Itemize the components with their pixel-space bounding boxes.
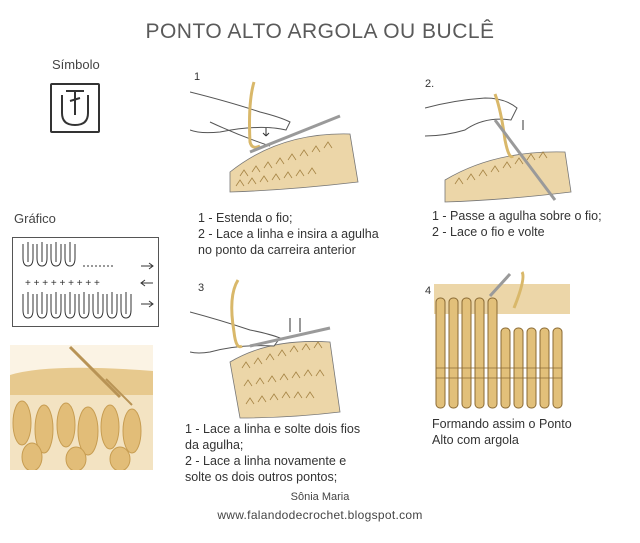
step-4-number: 4 xyxy=(425,285,432,297)
hand-crochet-step-3-icon xyxy=(190,272,350,420)
step-3-caption: 1 - Lace a linha e solte dois fios da agulha; 2 - Lace a linha novamente e solte os dois outros pontos; xyxy=(185,422,361,484)
step-3-illustration xyxy=(190,272,350,420)
step-2-caption: 1 - Passe a agulha sobre o fio; 2 - Lace o fio e volte xyxy=(432,209,602,239)
credit-url[interactable]: www.falandodecrochet.blogspot.com xyxy=(217,508,423,522)
step-1-number: 1 xyxy=(194,71,201,83)
step-2-illustration xyxy=(425,80,575,205)
step-1-caption: 1 - Estenda o fio; 2 - Lace a linha e insira a agulha no ponto da carreira anterior xyxy=(198,211,379,257)
step-3-number: 3 xyxy=(198,282,205,294)
step-4-illustration xyxy=(430,268,570,414)
hand-crochet-step-2-icon xyxy=(425,80,575,205)
stitch-chart xyxy=(12,237,159,327)
step-1-illustration xyxy=(190,72,368,207)
yarn-sample-image-icon xyxy=(10,345,153,470)
stitch-chart-diagram-icon xyxy=(13,238,158,326)
symbol-label: Símbolo xyxy=(52,57,100,72)
sample-photo xyxy=(10,345,153,470)
step-2-number: 2. xyxy=(425,78,435,90)
page-title: PONTO ALTO ARGOLA OU BUCLÊ xyxy=(145,20,495,43)
stitch-symbol xyxy=(50,83,100,133)
chart-label: Gráfico xyxy=(14,211,56,226)
credit-author: Sônia Maria xyxy=(290,491,350,503)
step-4-caption: Formando assim o Ponto Alto com argola xyxy=(432,417,572,447)
hand-crochet-step-1-icon xyxy=(190,72,368,207)
loop-stitch-symbol-icon xyxy=(52,85,98,131)
svg-text:+ + + + + + + + +: + + + + + + + + + xyxy=(25,278,100,289)
loop-stitch-fabric-icon xyxy=(430,268,570,414)
